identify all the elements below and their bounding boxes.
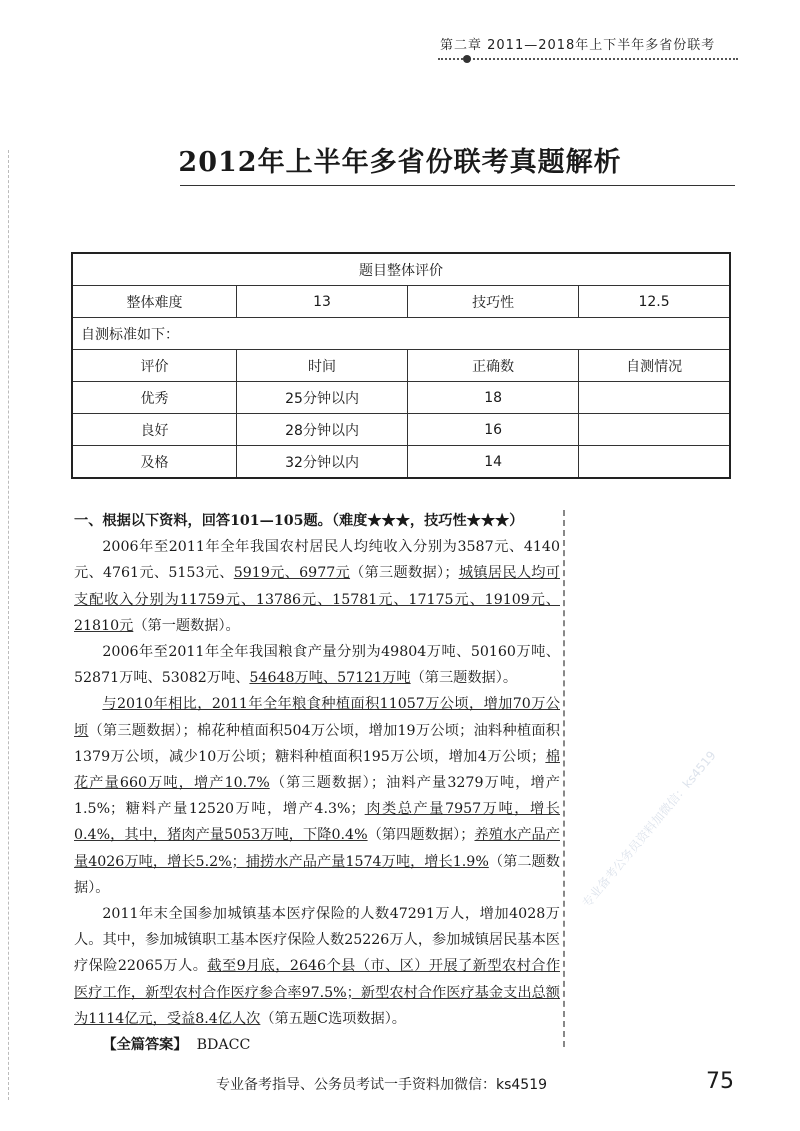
text-span: （第三题数据）；棉花种植面积504万公顷，增加19万公顷；油料种植面积1379万公顷，减少10万公顷；糖料种植面积195万公顷，增加4万公顷； — [74, 722, 560, 765]
time-cell: 25分钟以内 — [237, 382, 408, 414]
binding-margin — [8, 150, 15, 1100]
underlined-data: 城镇居民人均可支配收入分别为11759元、13786元、15781元、17175元、19109元、21810元 — [74, 565, 560, 634]
underlined-data: 5919元、6977元 — [233, 565, 351, 582]
paragraph-grain — [74, 639, 560, 691]
text-span: 2011年末全国参加城镇基本医疗保险的人数47291万人，增加4028万人。其中，参加城镇职工基本医疗保险人数25226万人，参加城镇居民基本医疗保险22065万人。 — [74, 906, 560, 975]
passage — [74, 508, 560, 1058]
underlined-data: 与2010年相比，2011年全年粮食种植面积11057万公顷，增加70万公顷 — [74, 696, 560, 739]
data-note: （第三题数据）。 — [410, 670, 518, 687]
page-title: 2012年上半年多省份联考真题解析 — [178, 147, 622, 178]
grade-cell: 良好 — [72, 414, 237, 446]
footer-text: 专业备考指导、公务员考试一手资料加微信：ks4519 — [216, 1077, 548, 1093]
answer-line — [74, 1032, 560, 1058]
underlined-data: 54648万吨、57121万吨 — [249, 670, 411, 687]
underlined-data: 肉类总产量7957万吨，增长0.4%，其中，猪肉产量5053万吨，下降0.4% — [74, 801, 560, 844]
grade-cell: 及格 — [72, 446, 237, 479]
paragraph-income — [74, 534, 560, 639]
paragraph-area — [74, 691, 560, 901]
answer-value: BDACC — [196, 1037, 251, 1054]
underlined-data: 棉花产量660万吨，增产10.7% — [74, 748, 560, 792]
column-header: 评价 — [72, 350, 237, 382]
column-header: 正确数 — [408, 350, 579, 382]
grade-cell: 优秀 — [72, 382, 237, 414]
data-note: （第二题数据）。 — [74, 853, 560, 896]
data-note: （第四题数据）； — [367, 827, 475, 844]
section-heading: 一、根据以下资料，回答101—105题。（难度★★★，技巧性★★★） — [74, 513, 524, 529]
difficulty-label: 整体难度 — [72, 286, 237, 318]
header-dotted-rule — [438, 58, 738, 60]
time-cell: 28分钟以内 — [237, 414, 408, 446]
column-header: 自测情况 — [579, 350, 730, 382]
correct-cell: 14 — [408, 446, 579, 479]
title-rule — [180, 185, 735, 186]
evaluation-caption: 题目整体评价 — [72, 253, 730, 286]
table-row — [72, 382, 730, 414]
text-span: （第三题数据）；油料产量3279万吨，增产1.5%；糖料产量12520万吨，增产4.3%； — [74, 775, 560, 818]
text-span: 2006年至2011年全年我国农村居民人均纯收入分别为3587元、4140元、4761元、5153元、 — [74, 539, 560, 582]
page-number: 75 — [706, 1069, 734, 1094]
wavy-side-rule — [563, 510, 565, 1047]
watermark: 专业备考公务员资料加微信：ks4519 — [579, 748, 719, 911]
skill-label: 技巧性 — [408, 286, 579, 318]
data-note: （第一题数据）。 — [133, 617, 240, 634]
answer-label: 【全篇答案】 — [102, 1037, 188, 1054]
header-bullet — [463, 55, 471, 63]
text-span: 2006年至2011年全年我国粮食产量分别为49804万吨、50160万吨、52871万吨、53082万吨、 — [74, 644, 560, 687]
self-check-cell — [579, 382, 730, 414]
data-note: （第五题C选项数据）。 — [260, 1010, 406, 1027]
evaluation-table — [71, 252, 731, 479]
underlined-data: 截至9月底，2646个县（市、区）开展了新型农村合作医疗工作，新型农村合作医疗参合率97.5%；新型农村合作医疗基金支出总额为1114亿元，受益8.4亿人次 — [74, 958, 561, 1027]
standard-label: 自测标准如下： — [72, 318, 730, 350]
underlined-data: 养殖水产品产量4026万吨，增长5.2%；捕捞水产品产量1574万吨，增长1.9% — [74, 827, 560, 870]
self-check-cell — [579, 414, 730, 446]
running-header: 第二章 2011—2018年上下半年多省份联考 — [440, 38, 716, 53]
correct-cell: 16 — [408, 414, 579, 446]
table-row — [72, 414, 730, 446]
paragraph-insurance — [74, 901, 560, 1032]
column-header: 时间 — [237, 350, 408, 382]
table-row — [72, 446, 730, 479]
difficulty-value: 13 — [237, 286, 408, 318]
self-check-cell — [579, 446, 730, 479]
time-cell: 32分钟以内 — [237, 446, 408, 479]
skill-value: 12.5 — [579, 286, 730, 318]
correct-cell: 18 — [408, 382, 579, 414]
data-note: （第三题数据）； — [350, 565, 459, 582]
